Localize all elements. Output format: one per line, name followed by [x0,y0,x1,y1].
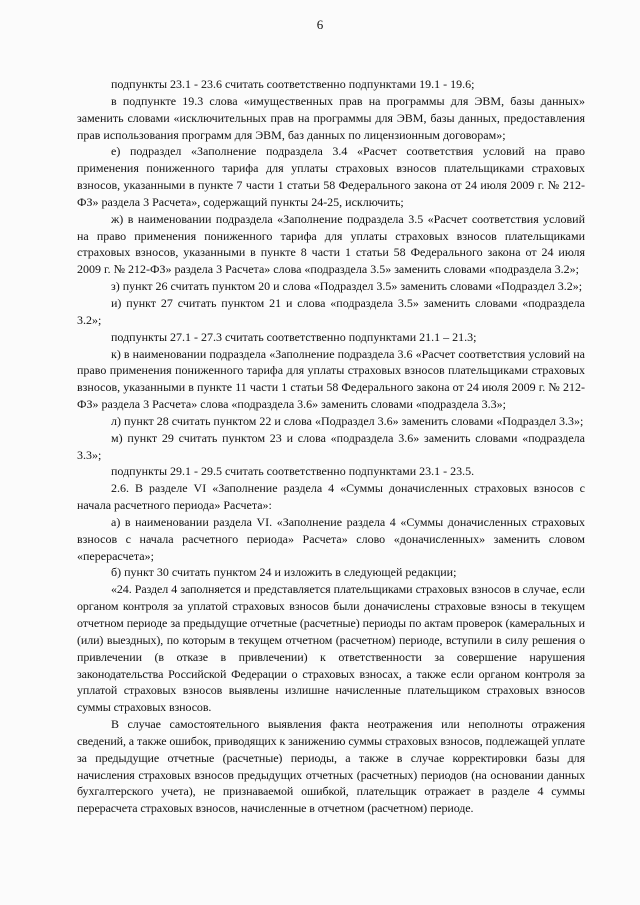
paragraph-subparagraphs-29: подпункты 29.1 - 29.5 считать соответственно подпунктами 23.1 - 23.5. [111,464,475,479]
paragraph-item-zh: ж) в наименовании подраздела «Заполнение подраздела 3.5 «Расчет соответствия условий на право применения пониженного тарифа для уплаты страховых взносов плательщиками страховых взносов, указанными в пункте 8 части 1 статьи 58 Федерального закона от 24 июля 2009 г. № 212-ФЗ» раздела 3 Расчета» слова «подраздела 3.5» заменить словами «подраздела 3.2»; [77,211,585,277]
paragraph-clause-24: «24. Раздел 4 заполняется и представляется плательщиками страховых взносов в случае, если органом контроля за уплатой страховых взносов были доначислены страховые взносы в текущем отчетном периоде за предыдущие отчетные (расчетные) периоды по актам проверок (камеральных и (или) выездных), по которым в текущем отчетном (расчетном) периоде, вступили в силу решения о привлечении (в отказе в привлечении) к ответственности за совершение нарушения законодательства Российской Федерации о страховых взносах, а также если органом контроля за уплатой страховых взносов выявлены излишне начисленные плательщиком страховых взносов суммы страховых взносов. [77,582,585,715]
paragraph-item-k: к) в наименовании подраздела «Заполнение подраздела 3.6 «Расчет соответствия условий на право применения пониженного тарифа для уплаты страховых взносов плательщиками страховых взносов, указанными в пункте 11 части 1 статьи 58 Федерального закона от 24 июля 2009 г. № 212-ФЗ» раздела 3 Расчета» слова «подраздела 3.6» заменить словами «подраздела 3.3»; [77,346,585,412]
paragraph-self-detection: В случае самостоятельного выявления факта неотражения или неполноты отражения сведений, а также ошибок, приводящих к занижению суммы страховых взносов, подлежащей уплате за предыдущие отчетные (расчетные) периоды, а также в случае корректировки базы для начисления страховых взносов предыдущих отчетных (расчетных) периодов (на основании данных бухгалтерского учета), не признаваемой ошибкой, плательщик отражает в разделе 4 суммы перерасчета страховых взносов, начисленные в отчетном (расчетном) периоде. [77,717,585,816]
paragraph-item-m: м) пункт 29 считать пунктом 23 и слова «подраздела 3.6» заменить словами «подраздела 3.3»; [77,430,585,462]
paragraph-item-z: з) пункт 26 считать пунктом 20 и слова «Подраздел 3.5» заменить словами «Подраздел 3.2»; [111,279,583,294]
page-number: 6 [316,17,324,32]
paragraph-subparagraphs-27: подпункты 27.1 - 27.3 считать соответственно подпунктами 21.1 – 21.3; [111,329,477,344]
paragraph-item-b: б) пункт 30 считать пунктом 24 и изложить в следующей редакции; [111,565,457,580]
paragraph-section-2-6: 2.6. В разделе VI «Заполнение раздела 4 «Суммы доначисленных страховых взносов с начала расчетного периода» Расчета»: [77,481,585,513]
paragraph-item-e: е) подраздел «Заполнение подраздела 3.4 «Расчет соответствия условий на право применения пониженного тарифа для уплаты страховых взносов плательщиками страховых взносов, указанными в пункте 7 части 1 статьи 58 Федерального закона от 24 июля 2009 г. № 212-ФЗ» раздела 3 Расчета», содержащий пункты 24-25, исключить; [77,144,585,209]
paragraph-item-a: а) в наименовании раздела VI. «Заполнение раздела 4 «Суммы доначисленных страховых взносов с начала расчетного периода» Расчета» слово «доначисленных» заменить словом «перерасчета»; [77,514,585,563]
paragraph-subparagraphs-23: подпункты 23.1 - 23.6 считать соответственно подпунктами 19.1 - 19.6; [111,77,475,91]
paragraph-item-l: л) пункт 28 считать пунктом 22 и слова «Подраздел 3.6» заменить словами «Подраздел 3.3»; [111,413,584,428]
paragraph-subparagraph-19-3: в подпункте 19.3 слова «имущественных прав на программы для ЭВМ, базы данных» заменить словами «исключительных прав на программы для ЭВМ, базы данных, предоставления прав использования программ для ЭВМ, баз данных по лицензионным договорам»; [77,93,585,142]
document-body [77,76,585,817]
paragraph-item-i: и) пункт 27 считать пунктом 21 и слова «подраздела 3.5» заменить словами «подраздела 3.2»; [77,295,585,327]
